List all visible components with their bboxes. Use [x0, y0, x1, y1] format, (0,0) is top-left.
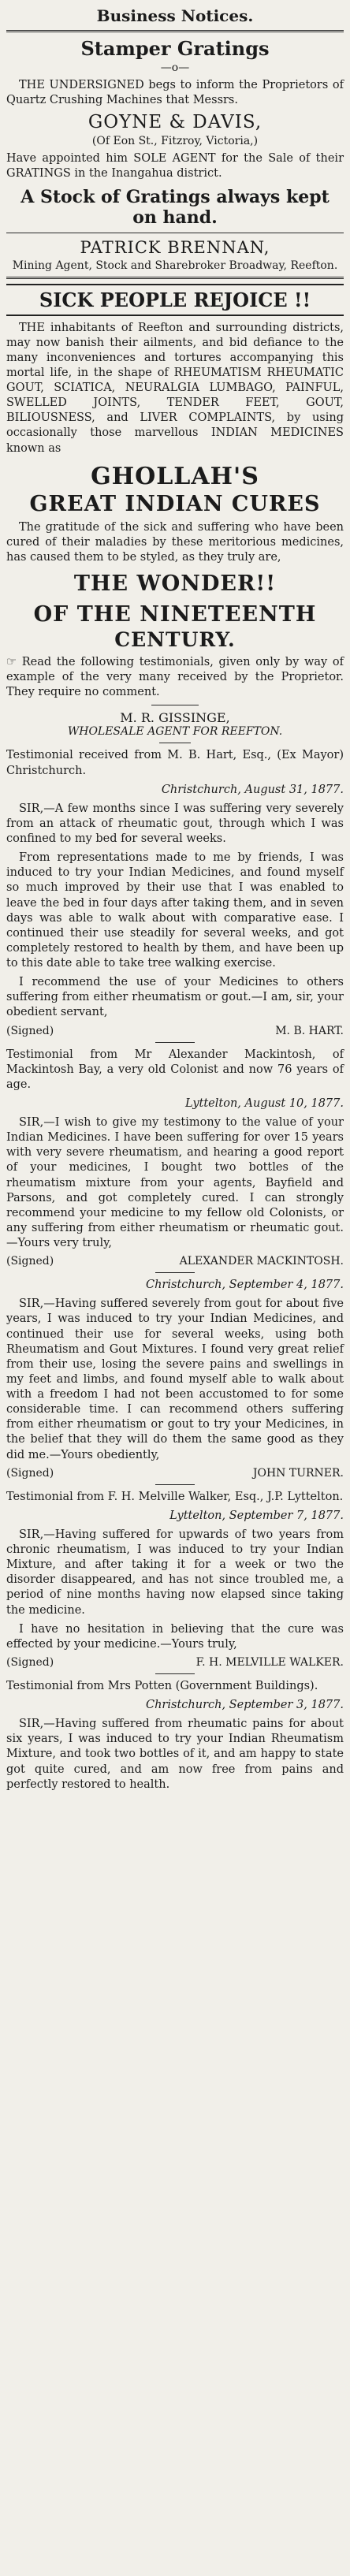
testimonial — [6, 1490, 344, 1669]
agent-role: Mining Agent, Stock and Sharebroker Broadway, Reefton. — [12, 259, 338, 272]
gratitude-text: The gratitude of the sick and suffering who have been cured of their maladies by these meritorious medicines, has caused them to be styled, as they truly are, — [6, 520, 344, 564]
testimonial-body: SIR,—Having suffered from rheumatic pains for about six years, I was induced to try your Indian Rheumatism Mixture, and took two bottles of it, and am happy to state got quite cured, and am now free from pains and perfectly restored to health. — [6, 1718, 344, 1791]
ad-body: THE UNDERSIGNED begs to inform the Proprietors of Quartz Crushing Machines that Messrs. — [6, 79, 344, 107]
testimonial-dateline: Christchurch, September 3, 1877. — [146, 1699, 344, 1711]
product-name: GHOLLAH'S — [91, 462, 259, 490]
testimonial-heading: Testimonial received from M. B. Hart, Esq., (Ex Mayor) Christchurch. — [6, 749, 344, 777]
signature-row — [6, 1656, 344, 1669]
testimonial-heading: Testimonial from Mr Alexander Mackintosh, of Mackintosh Bay, a very old Colonist and now 76 years of age. — [6, 1048, 344, 1091]
section-header: Business Notices. — [96, 6, 254, 25]
ad-intro: THE inhabitants of Reefton and surrounding districts, may now banish their ailments, and bid defiance to the many inconveniences and tortures accompanying this mortal life, in the shape of RHEUMATISM RHEUMATIC GOUT, SCIATICA, NEURALGIA LUMBAGO, PAINFUL, SWELLED JOINTS, TENDER FEET, GOUT, BILIOUSNESS, and LIVER COMPLAINTS, by using occasionally those marvellous INDIAN MEDICINES known as — [6, 321, 344, 455]
testimonial-body: I recommend the use of your Medicines to others suffering from either rheumatism or gout.—I am, sir, your obedient servant, — [6, 976, 344, 1019]
ornament: —o— — [160, 61, 190, 74]
divider — [155, 1042, 195, 1043]
testimonial-heading: Testimonial from F. H. Melville Walker, Esq., J.P. Lyttelton. — [6, 1490, 344, 1503]
divider — [155, 1673, 195, 1674]
signer-name: ALEXANDER MACKINTOSH. — [179, 1255, 344, 1268]
testimonial-dateline: Christchurch, August 31, 1877. — [161, 783, 344, 796]
testimonial-body: SIR,—A few months since I was suffering very severely from an attack of rheumatic gout, through which I was confined to my bed for several weeks. — [6, 802, 344, 845]
divider — [155, 1272, 195, 1273]
wonder-line-1: THE WONDER!! — [73, 571, 277, 596]
signature-row — [6, 1467, 344, 1480]
pointing-hand-icon: ☞ — [6, 656, 22, 668]
signed-label: (Signed) — [6, 1655, 54, 1669]
ad-headline: SICK PEOPLE REJOICE !! — [6, 284, 344, 316]
agent-name: M. R. GISSINGE, — [120, 710, 230, 726]
testimonial-body: SIR,—I wish to give my testimony to the value of your Indian Medicines. I have been suffering for over 15 years with very severe rheumatism, and hearing a good report of your medicines, I bought two bottles of the rheumatism mixture from your agents, Bayfield and Parsons, and got completely cured. I can strongly recommend your medicine to my fellow old Colonists, or any suffering from either rheumatism or rheumatic gout.—Yours very truly, — [6, 1116, 344, 1249]
signer-name: JOHN TURNER. — [252, 1466, 344, 1480]
testimonial — [6, 1278, 344, 1480]
testimonial — [6, 748, 344, 1037]
wonder-line-2: OF THE NINETEENTH — [33, 602, 317, 627]
signed-label: (Signed) — [6, 1255, 54, 1268]
divider — [6, 30, 344, 32]
signed-label: (Signed) — [6, 1024, 54, 1037]
testimonial — [6, 1048, 344, 1268]
divider — [155, 1484, 195, 1485]
ad-indian-cures — [6, 284, 344, 1792]
product-subtitle: GREAT INDIAN CURES — [29, 491, 321, 516]
signature-row — [6, 1255, 344, 1268]
testimonial-body: From representations made to me by friends, I was induced to try your Indian Medicines, and found myself so much improved by their use that I was enabled to leave the bed in four days after taking them, and in seven days was able to walk about with comparative ease. I continued their use steadily for several weeks, and got completely restored to health by them, and have been up to this date able to take tree walking exercise. — [6, 851, 344, 970]
appointment-text: Have appointed him SOLE AGENT for the Sale of their GRATINGS in the Inangahua district. — [6, 152, 344, 181]
testimonial-heading: Testimonial from Mrs Potten (Government Buildings). — [6, 1679, 318, 1692]
signer-name: F. H. MELVILLE WALKER. — [195, 1655, 344, 1669]
signed-label: (Signed) — [6, 1466, 54, 1480]
testimonial-dateline: Lyttelton, August 10, 1877. — [184, 1096, 344, 1110]
newspaper-column — [6, 0, 344, 1792]
testimonial-body: SIR,—Having suffered severely from gout for about five years, I was induced to try your Indian Medicines, and continued their use for several weeks, using both Rheumatism and Gout Mixtures. I found very great relief from their use, losing the severe pains and swellings in my feet and limbs, and found myself able to walk about with a freedom I had not been accustomed to for some considerable time. I can recommend others suffering from either rheumatism or gout to try your Medicines, in the belief that they will do them the same good as they did me.—Yours obediently, — [6, 1297, 344, 1461]
ad-headline: Stamper Gratings — [80, 37, 270, 60]
testimonial-body: I have no hesitation in believing that the cure was effected by your medicine.—Yours truly, — [6, 1622, 344, 1651]
ad-stamper-gratings — [6, 37, 344, 272]
divider — [6, 277, 344, 279]
testimonial-dateline: Christchurch, September 4, 1877. — [146, 1279, 344, 1292]
stock-notice: A Stock of Gratings always kept on hand. — [20, 186, 330, 228]
testimonial — [6, 1679, 344, 1792]
wonder-line-3: CENTURY. — [114, 628, 236, 651]
testimonial-body: SIR,—Having suffered for upwards of two years from chronic rheumatism, I was induced to try your Indian Mixture, and after taking it for a week or two the disorder disappeared, and has not since troubled me, a period of nine months having now elapsed since taking the medicine. — [6, 1528, 344, 1617]
agent-name: PATRICK BRENNAN, — [80, 237, 270, 257]
agent-role: WHOLESALE AGENT FOR REEFTON. — [67, 725, 283, 739]
testimonial-dateline: Lyttelton, September 7, 1877. — [169, 1509, 344, 1522]
signature-row — [6, 1025, 344, 1037]
read-note — [6, 655, 344, 700]
firm-name: GOYNE & DAVIS, — [88, 112, 262, 133]
read-note-text: Read the following testimonials, given only by way of example of the very many received by the Proprietor. They require no comment. — [6, 656, 344, 699]
firm-address: (Of Eon St., Fitzroy, Victoria,) — [91, 135, 259, 148]
signer-name: M. B. HART. — [275, 1024, 344, 1037]
